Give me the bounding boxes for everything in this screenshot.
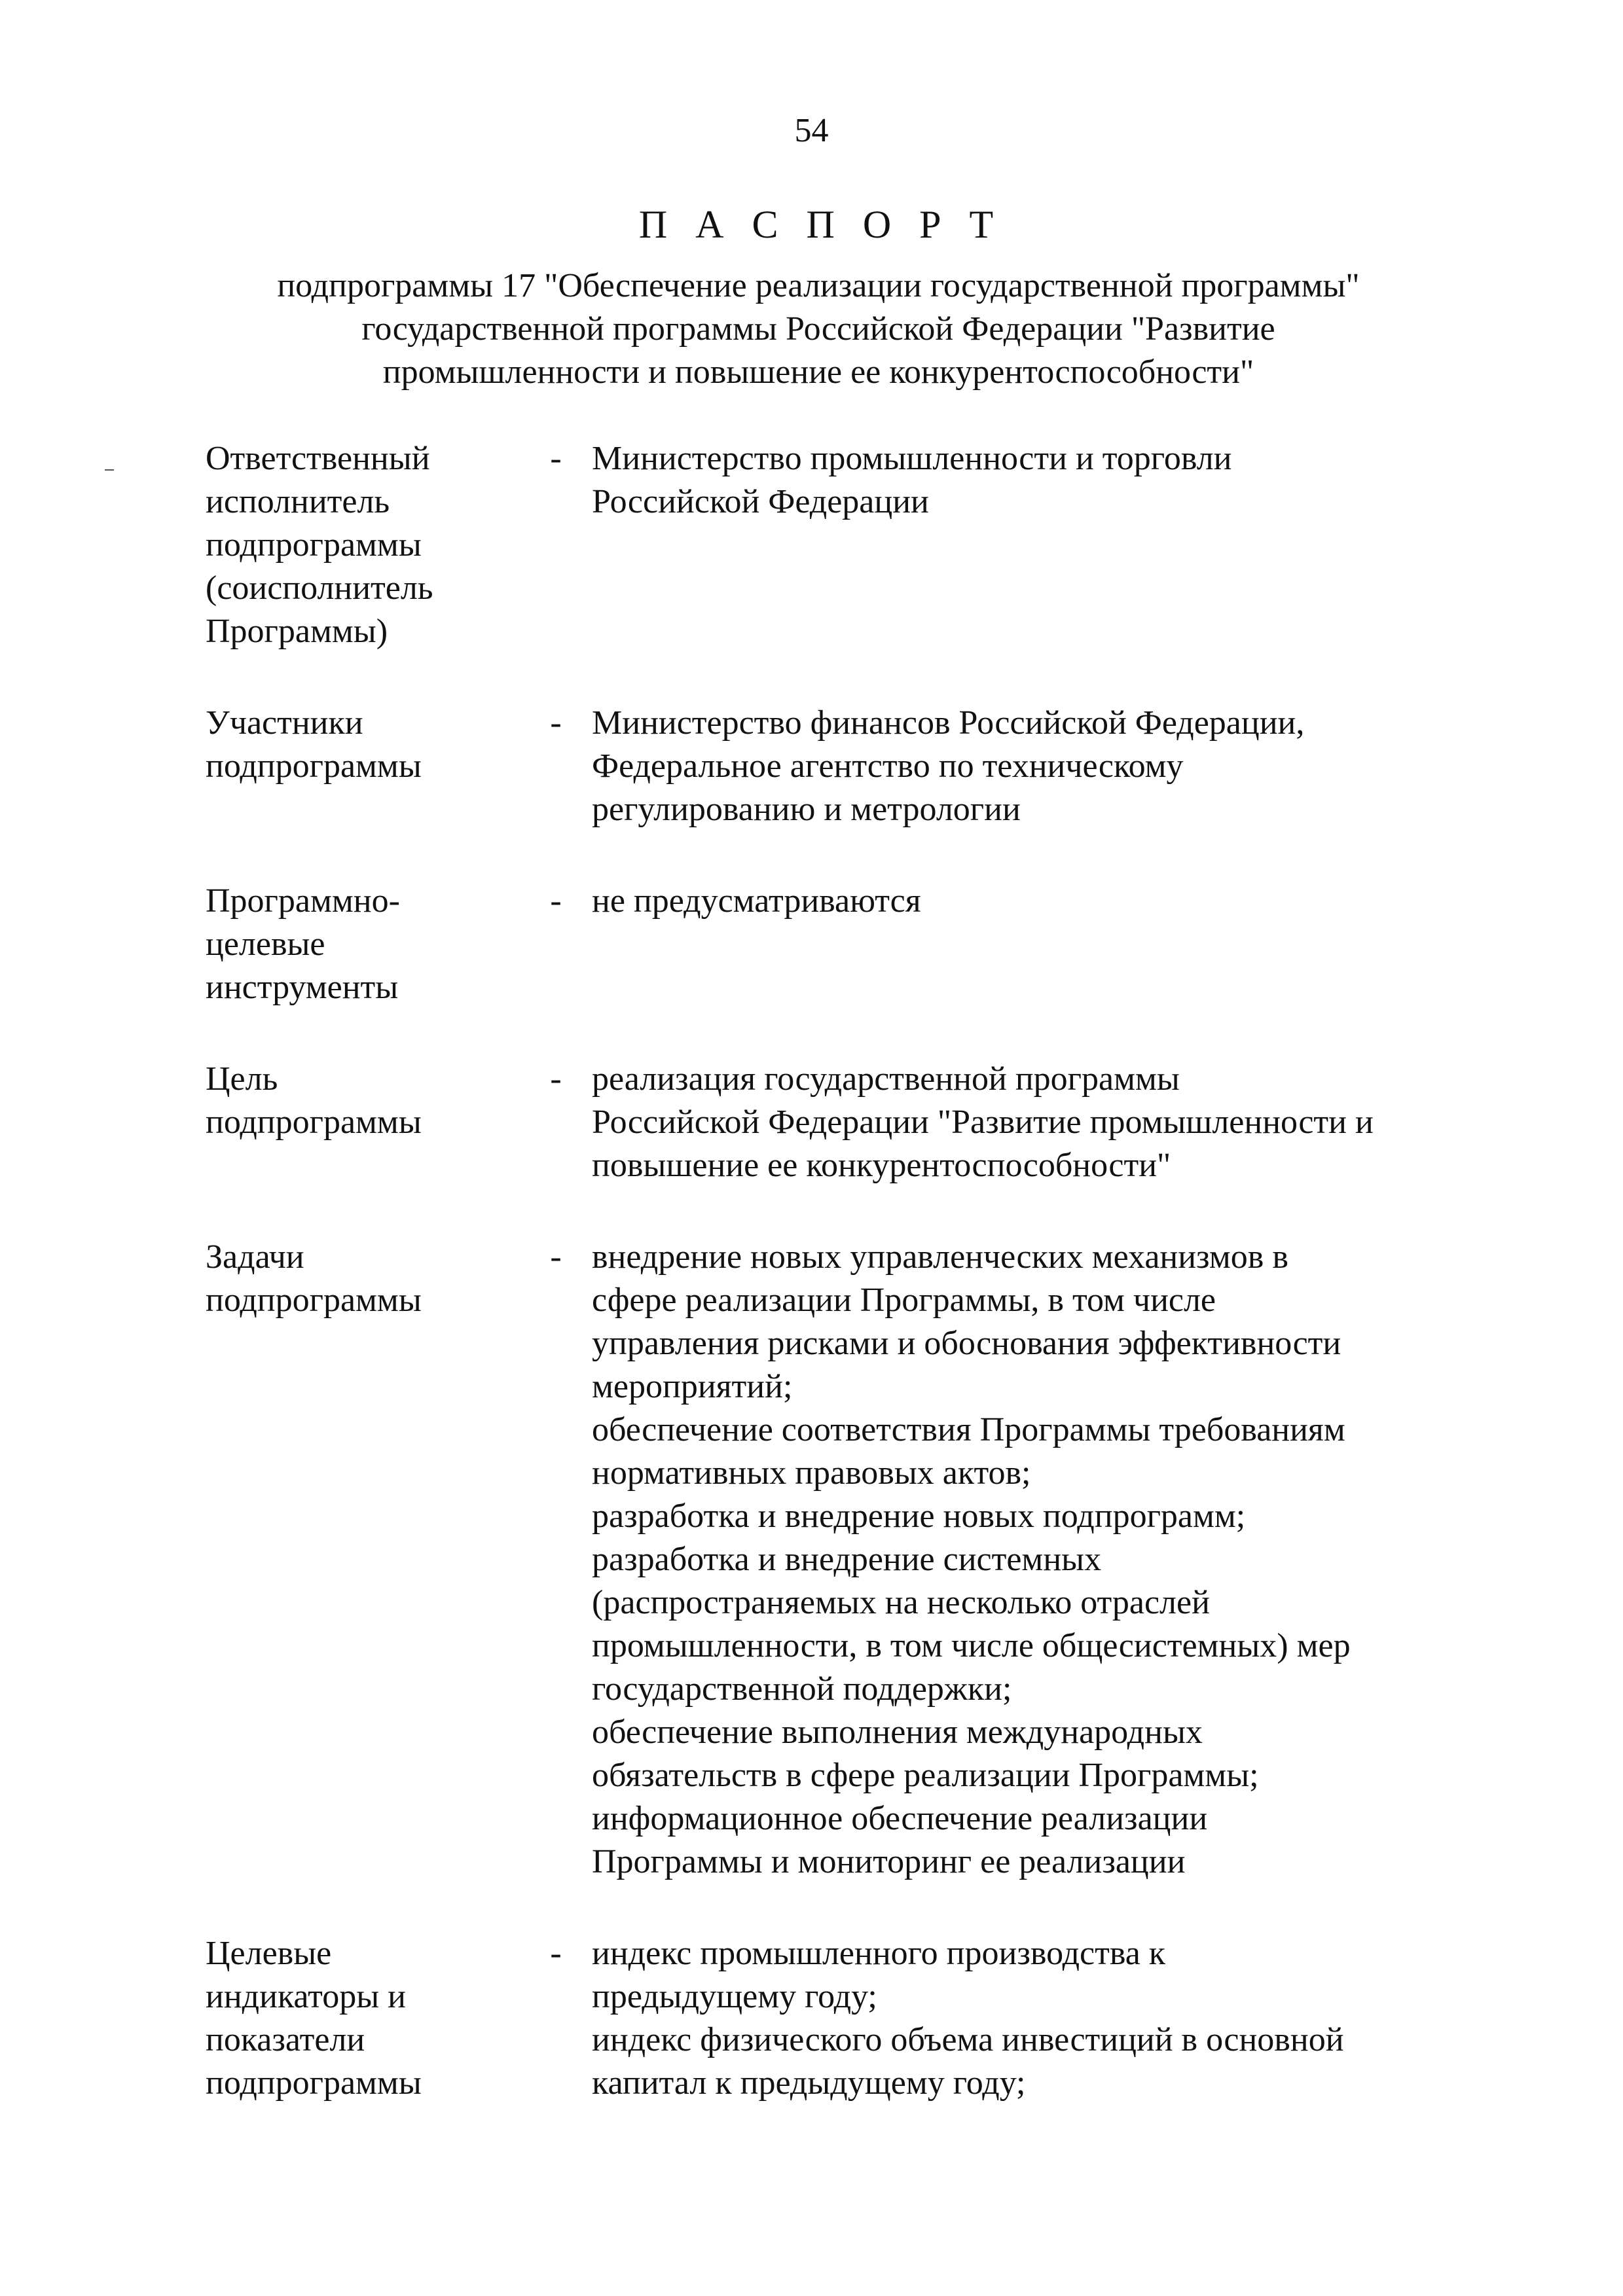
row-value — [592, 437, 1502, 524]
passport-row-participants — [206, 702, 1502, 831]
value-line: управления рисками и обоснования эффективности — [592, 1325, 1341, 1362]
passport-row-goal — [206, 1058, 1502, 1187]
row-value — [592, 880, 1502, 923]
document-subtitle — [196, 264, 1440, 394]
passport-row-responsible — [206, 437, 1502, 653]
value-line: разработка и внедрение системных — [592, 1541, 1102, 1578]
value-line: индекс промышленного производства к — [592, 1935, 1166, 1972]
value-line: (распространяемых на несколько отраслей — [592, 1584, 1210, 1621]
value-line: Российской Федерации "Развитие промышленности и — [592, 1103, 1374, 1141]
value-line: разработка и внедрение новых подпрограмм; — [592, 1498, 1246, 1535]
value-line: государственной поддержки; — [592, 1670, 1012, 1708]
value-line: предыдущему году; — [592, 1978, 877, 2015]
passport-row-tasks — [206, 1236, 1502, 1884]
label-line: Ответственный — [206, 440, 430, 477]
row-label — [206, 437, 513, 653]
row-label — [206, 1236, 513, 1322]
label-line: исполнитель — [206, 483, 390, 520]
row-dash: - — [550, 1935, 562, 1972]
label-line: Целевые — [206, 1935, 332, 1972]
value-line: обязательств в сфере реализации Программы; — [592, 1757, 1259, 1794]
row-value — [592, 1058, 1502, 1187]
label-line: инструменты — [206, 969, 399, 1006]
row-value — [592, 702, 1502, 831]
label-line: подпрограммы — [206, 1103, 422, 1141]
value-line: повышение ее конкурентоспособности" — [592, 1147, 1171, 1184]
label-line: подпрограммы — [206, 526, 422, 564]
row-dash: - — [550, 440, 562, 477]
row-value — [592, 1932, 1502, 2105]
value-line: реализация государственной программы — [592, 1060, 1180, 1098]
value-line: Федеральное агентство по техническому — [592, 747, 1184, 785]
value-line: мероприятий; — [592, 1368, 793, 1405]
value-line: информационное обеспечение реализации — [592, 1800, 1208, 1837]
row-dash: - — [550, 1060, 562, 1098]
value-line: Министерство промышленности и торговли — [592, 440, 1232, 477]
subtitle-line: государственной программы Российской Федерации "Развитие — [361, 310, 1275, 348]
row-label — [206, 1932, 513, 2105]
row-dash: - — [550, 704, 562, 742]
row-label — [206, 1058, 513, 1144]
label-line: (соисполнитель — [206, 569, 433, 607]
value-line: промышленности, в том числе общесистемных) мер — [592, 1627, 1351, 1664]
subtitle-line: промышленности и повышение ее конкурентоспособности" — [382, 353, 1254, 391]
value-line: регулированию и метрологии — [592, 791, 1021, 828]
row-dash: - — [550, 1238, 562, 1276]
label-line: Программы) — [206, 613, 388, 650]
page-number: 54 — [794, 112, 829, 149]
value-line: Российской Федерации — [592, 483, 929, 520]
value-line: Министерство финансов Российской Федерации, — [592, 704, 1305, 742]
label-line: Программно- — [206, 882, 400, 920]
document-title: П А С П О Р Т — [638, 203, 1003, 246]
label-line: подпрограммы — [206, 747, 422, 785]
value-line: обеспечение выполнения международных — [592, 1713, 1203, 1751]
passport-row-indicators — [206, 1932, 1502, 2105]
passport-row-instruments — [206, 880, 1502, 1009]
row-label — [206, 880, 513, 1009]
value-line: капитал к предыдущему году; — [592, 2064, 1026, 2102]
value-line: нормативных правовых актов; — [592, 1454, 1031, 1492]
label-line: Цель — [206, 1060, 278, 1098]
label-line: подпрограммы — [206, 1282, 422, 1319]
row-value — [592, 1236, 1502, 1884]
row-dash: - — [550, 882, 562, 920]
subtitle-line: подпрограммы 17 "Обеспечение реализации государственной программы" — [277, 267, 1360, 304]
label-line: показатели — [206, 2021, 365, 2058]
value-line: обеспечение соответствия Программы требованиям — [592, 1411, 1345, 1448]
row-label — [206, 702, 513, 788]
value-line: индекс физического объема инвестиций в основной — [592, 2021, 1344, 2058]
value-line: сфере реализации Программы, в том числе — [592, 1282, 1216, 1319]
label-line: индикаторы и — [206, 1978, 406, 2015]
label-line: целевые — [206, 925, 325, 963]
scan-artifact — [105, 469, 114, 471]
passport-table — [206, 437, 1502, 2105]
value-line: не предусматриваются — [592, 882, 921, 920]
label-line: Участники — [206, 704, 363, 742]
value-line: внедрение новых управленческих механизмов в — [592, 1238, 1288, 1276]
label-line: подпрограммы — [206, 2064, 422, 2102]
label-line: Задачи — [206, 1238, 304, 1276]
value-line: Программы и мониторинг ее реализации — [592, 1843, 1186, 1880]
